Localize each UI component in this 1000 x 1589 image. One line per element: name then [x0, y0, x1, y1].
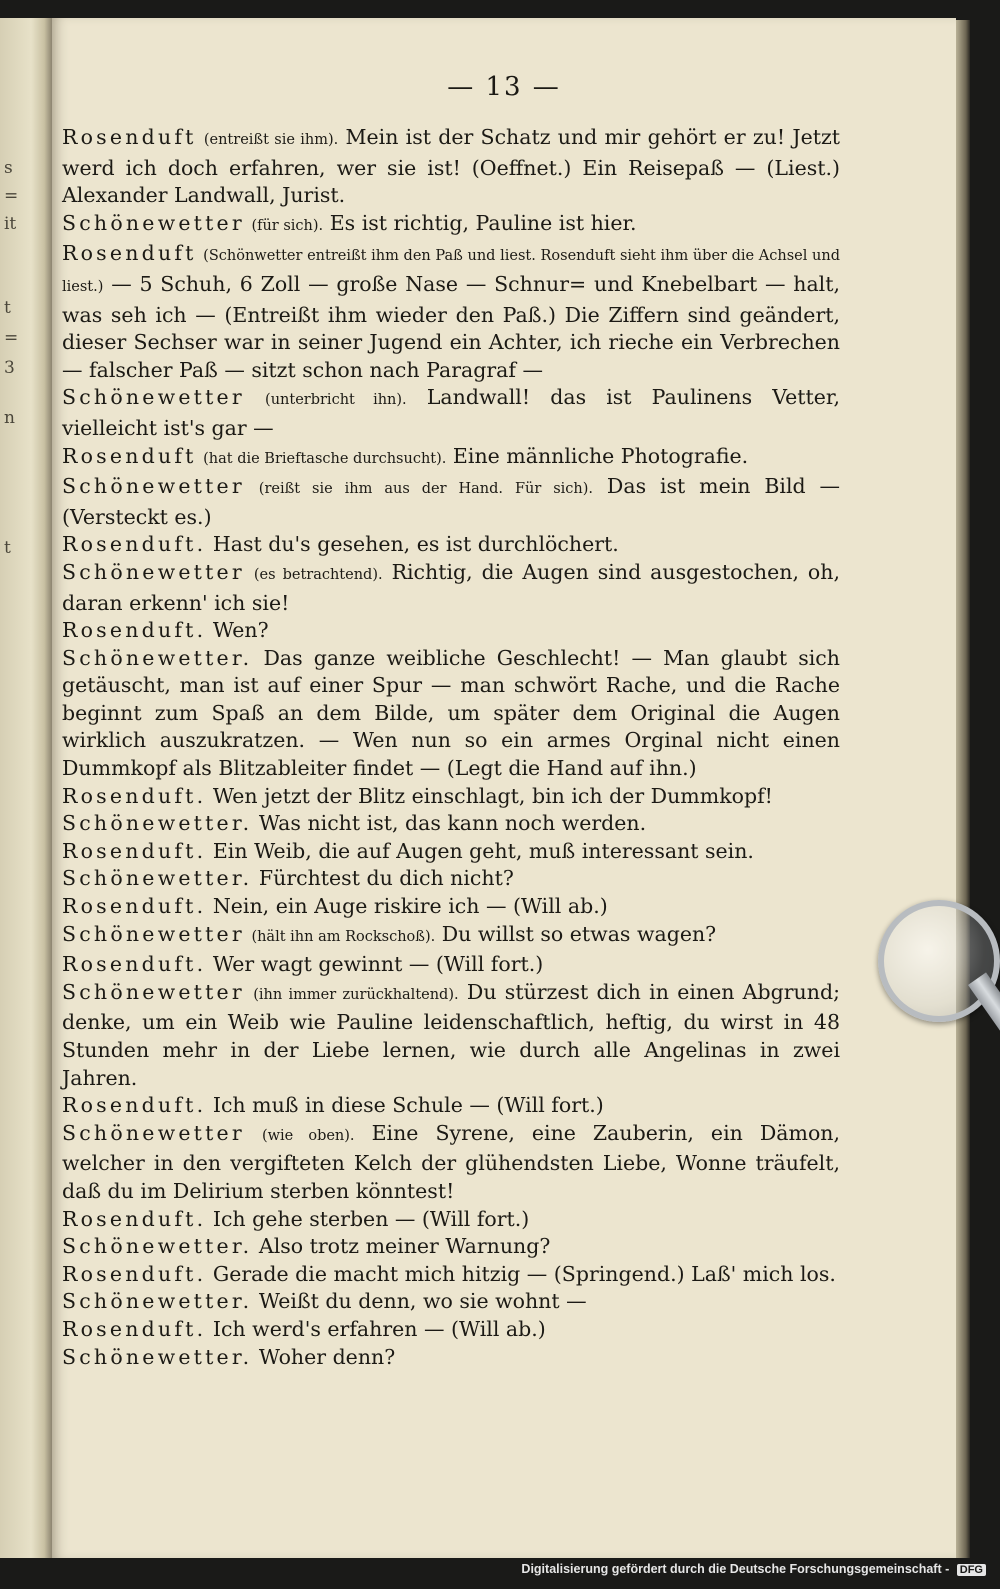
- left-page-fragment: t: [4, 538, 11, 558]
- speech-line: [62, 559, 840, 617]
- stage-direction: (ihn immer zurückhaltend).: [253, 986, 459, 1003]
- speaker-name: Schönewetter: [62, 210, 245, 235]
- speaker-name: Schönewetter: [62, 474, 245, 499]
- speech-text: Richtig, die Augen sind ausgestochen, oh, daran erkenn' ich sie!: [62, 559, 840, 615]
- speaker-name: Schönewetter.: [62, 1234, 253, 1259]
- stage-direction: (Schönwetter entreißt ihm den Paß und liest. Rosenduft sieht ihm über die Achsel und liest.): [62, 248, 840, 295]
- speech-text: Eine männliche Photografie.: [452, 443, 749, 468]
- speech-line: [62, 645, 840, 783]
- left-page-fragment: 3: [4, 358, 15, 378]
- speech-text: Also trotz meiner Warnung?: [258, 1234, 551, 1259]
- left-page-fragment: s: [4, 158, 13, 178]
- left-page-fragment: t: [4, 298, 11, 318]
- speech-line: [62, 240, 840, 384]
- page-edge-right: [956, 20, 970, 1558]
- speaker-name: Rosenduft.: [62, 618, 207, 643]
- speech-text: Wen?: [212, 618, 269, 643]
- speech-line: [62, 1120, 840, 1206]
- speech-text: Das ist mein Bild — (Versteckt es.): [62, 474, 840, 529]
- speaker-name: Rosenduft.: [62, 952, 207, 977]
- speaker-name: Rosenduft.: [62, 532, 207, 557]
- speaker-name: Rosenduft: [62, 443, 197, 468]
- speech-text: Wer wagt gewinnt — (Will fort.): [212, 952, 544, 977]
- speech-text: Du stürzest dich in einen Abgrund; denke, um ein Weib wie Pauline leidenschaftlich, heftig, du wirst in 48 Stunden mehr in der Liebe lernen, wie durch alle Angelinas in zwei Jahren.: [62, 979, 840, 1090]
- speech-text: Ein Weib, die auf Augen geht, muß interessant sein.: [212, 838, 754, 863]
- speech-text: Hast du's gesehen, es ist durchlöchert.: [212, 532, 619, 557]
- left-page-fragment: =: [4, 328, 19, 348]
- speech-line: [62, 1288, 840, 1316]
- speech-line: [62, 951, 840, 979]
- speech-text: Ich muß in diese Schule — (Will fort.): [212, 1093, 604, 1118]
- speech-text: Du willst so etwas wagen?: [441, 921, 717, 946]
- stage-direction: (für sich).: [251, 217, 324, 234]
- speaker-name: Schönewetter.: [62, 866, 253, 891]
- speech-line: [62, 1344, 840, 1372]
- speech-line: [62, 124, 840, 210]
- speech-text: Woher denn?: [258, 1344, 396, 1369]
- left-page-edge: [0, 18, 52, 1558]
- speaker-name: Schönewetter.: [62, 1289, 253, 1314]
- speech-line: [62, 384, 840, 442]
- speech-line: [62, 810, 840, 838]
- dfg-logo: DFG: [957, 1564, 986, 1576]
- left-page-fragment: n: [4, 408, 15, 428]
- credit-text: Digitalisierung gefördert durch die Deutsche Forschungsgemeinschaft -: [521, 1562, 950, 1576]
- speech-text: Wen jetzt der Blitz einschlagt, bin ich der Dummkopf!: [212, 783, 773, 808]
- speech-line: [62, 979, 840, 1092]
- play-text: [62, 124, 840, 1371]
- speech-line: [62, 443, 840, 474]
- digitization-credit: [521, 1562, 986, 1576]
- speech-text: — 5 Schuh, 6 Zoll — große Nase — Schnur= und Knebelbart — halt, was seh ich — (Entreißt ihm wieder den Paß.) Die Ziffern sind geändert, dieser Sechser war in seiner Jugend ein Achter, ich rieche ein Verbrechen — falscher Paß — sitzt schon nach Paragraf —: [62, 271, 840, 382]
- speech-line: [62, 921, 840, 952]
- speech-text: Ich werd's erfahren — (Will ab.): [212, 1316, 546, 1341]
- stage-direction: (entreißt sie ihm).: [203, 132, 339, 148]
- speaker-name: Rosenduft.: [62, 1206, 207, 1231]
- speaker-name: Schönewetter.: [62, 811, 253, 836]
- stage-direction: (wie oben).: [261, 1127, 355, 1144]
- speech-line: [62, 1233, 840, 1261]
- stage-direction: (es betrachtend).: [253, 566, 383, 583]
- speech-text: Fürchtest du dich nicht?: [258, 866, 514, 891]
- speaker-name: Rosenduft.: [62, 838, 207, 863]
- speech-line: [62, 473, 840, 531]
- speaker-name: Rosenduft.: [62, 894, 207, 919]
- stage-direction: (hält ihn am Rockschoß).: [251, 928, 436, 945]
- speaker-name: Schönewetter: [62, 1120, 245, 1145]
- speech-text: Das ganze weibliche Geschlecht! — Man glaubt sich getäuscht, man ist auf einer Spur — man schwört Rache, und die Rache beginnt zum Spaß an dem Bilde, um später dem Original die Augen wirklich auszukratzen. — Wen nun so ein armes Orginal nicht einen Dummkopf als Blitzableiter findet — (Legt die Hand auf ihn.): [62, 645, 840, 781]
- speaker-name: Schönewetter: [62, 979, 245, 1004]
- speech-line: [62, 1316, 840, 1344]
- speech-line: [62, 783, 840, 811]
- speech-text: Es ist richtig, Pauline ist hier.: [329, 210, 637, 235]
- speech-text: Nein, ein Auge riskire ich — (Will ab.): [212, 894, 608, 919]
- speech-text: Ich gehe sterben — (Will fort.): [212, 1206, 530, 1231]
- speech-line: [62, 865, 840, 893]
- speech-line: [62, 893, 840, 921]
- speech-text: Weißt du denn, wo sie wohnt —: [258, 1289, 587, 1314]
- speech-text: Was nicht ist, das kann noch werden.: [258, 811, 647, 836]
- speaker-name: Rosenduft: [62, 241, 197, 266]
- speaker-name: Rosenduft.: [62, 783, 207, 808]
- stage-direction: (hat die Brieftasche durchsucht).: [203, 450, 447, 467]
- speaker-name: Rosenduft.: [62, 1093, 207, 1118]
- left-page-fragment: it: [4, 214, 17, 234]
- speaker-name: Schönewetter.: [62, 1344, 253, 1369]
- page-number: — 13 —: [447, 72, 561, 102]
- stage-direction: (reißt sie ihm aus der Hand. Für sich).: [258, 481, 594, 498]
- speech-text: Eine Syrene, eine Zauberin, ein Dämon, welcher in den vergifteten Kelch der glühendsten Liebe, Wonne träufelt, daß du im Delirium sterben könntest!: [62, 1120, 841, 1203]
- speech-line: [62, 1206, 840, 1234]
- speech-text: Landwall! das ist Paulinens Vetter, vielleicht ist's gar —: [62, 385, 840, 440]
- speech-line: [62, 531, 840, 559]
- speaker-name: Rosenduft.: [62, 1316, 207, 1341]
- speaker-name: Schönewetter: [62, 921, 245, 946]
- stage-direction: (unterbricht ihn).: [265, 392, 407, 409]
- speech-line: [62, 838, 840, 866]
- speech-text: Gerade die macht mich hitzig — (Springend.) Laß' mich los.: [212, 1261, 836, 1286]
- speaker-name: Schönewetter: [62, 385, 245, 410]
- speech-line: [62, 617, 840, 645]
- speaker-name: Rosenduft: [62, 125, 197, 149]
- left-page-fragment: =: [4, 186, 19, 206]
- speaker-name: Rosenduft.: [62, 1261, 207, 1286]
- speaker-name: Schönewetter: [62, 559, 245, 584]
- speech-line: [62, 210, 840, 241]
- speech-line: [62, 1092, 840, 1120]
- speaker-name: Schönewetter.: [62, 645, 253, 670]
- speech-line: [62, 1261, 840, 1289]
- speech-text: Mein ist der Schatz und mir gehört er zu! Jetzt werd ich doch erfahren, wer sie ist! (Oeffnet.) Ein Reisepaß — (Liest.) Alexander Landwall, Jurist.: [62, 125, 840, 208]
